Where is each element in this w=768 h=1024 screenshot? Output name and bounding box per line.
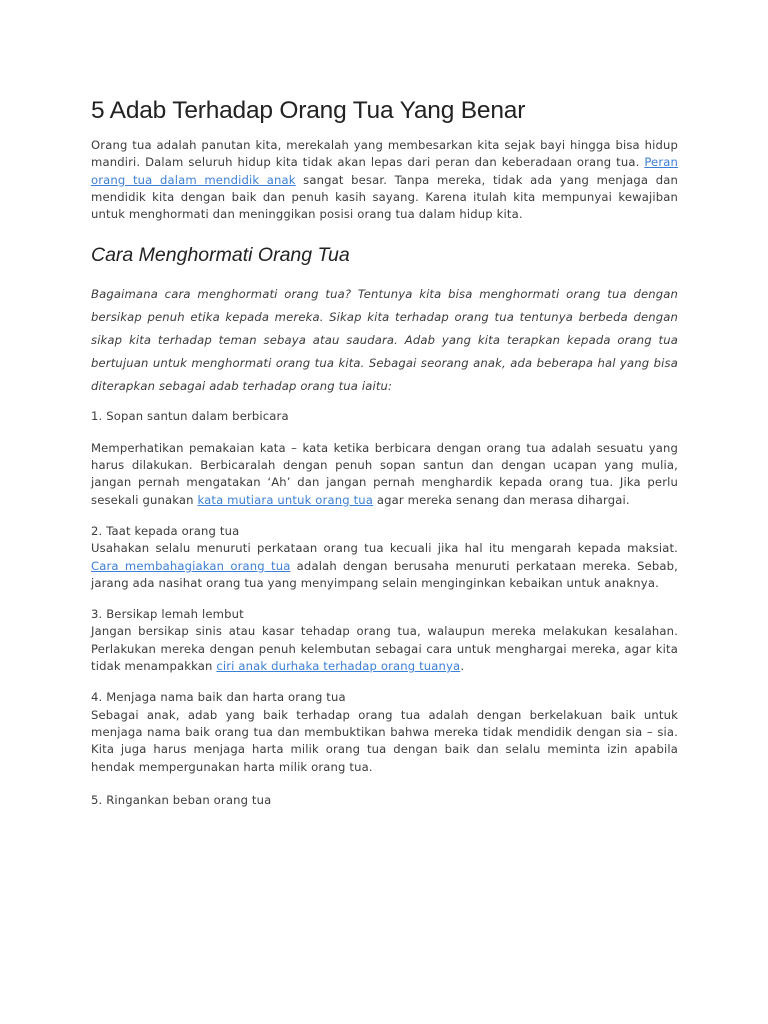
section-text-after: .	[460, 659, 465, 674]
section-paragraph	[91, 540, 678, 592]
intro-paragraph	[91, 137, 678, 223]
section-link[interactable]: kata mutiara untuk orang tua	[197, 492, 374, 507]
page-title: 5 Adab Terhadap Orang Tua Yang Benar	[91, 97, 526, 124]
intro-text-after: sangat besar. Tanpa mereka, tidak ada yang menjaga dan mendidik kita dengan baik dan penuh kasih sayang. Karena itulah kita mempunyai kewajiban untuk menghormati dan meninggikan posisi orang tua dalam hidup kita.	[91, 172, 678, 222]
section-text-before: Jangan bersikap sinis atau kasar tehadap orang tua, walaupun mereka melakukan kesalahan. Perlakukan mereka dengan penuh kelembutan sebagai cara untuk menghargai mereka, agar kita tidak menampakkan	[91, 624, 678, 674]
section-paragraph: Sebagai anak, adab yang baik terhadap orang tua adalah dengan berkelakuan baik untuk menjaga nama baik orang tua dan membuktikan bahwa mereka tidak mendidik dengan sia – sia. Kita juga harus menjaga harta milik orang tua dengan baik dan selalu meminta izin apabila hendak mempergunakan harta milik orang tua.	[91, 707, 678, 774]
intro-link[interactable]: Peran orang tua dalam mendidik anak	[91, 155, 678, 187]
section-text-after: adalah dengan berusaha menuruti perkataan mereka. Sebab, jarang ada nasihat orang tua yang menyimpang selain menginginkan kebaikan untuk anaknya.	[91, 558, 678, 590]
section-paragraph	[91, 440, 678, 509]
section-paragraph	[91, 623, 678, 675]
section-link[interactable]: Cara membahagiakan orang tua	[91, 558, 291, 573]
section-text-after: agar mereka senang dan merasa dihargai.	[373, 492, 630, 507]
article	[91, 95, 678, 809]
section-5	[91, 792, 678, 809]
section-title: Cara Menghormati Orang Tua	[91, 244, 350, 267]
section-text-before: Memperhatikan pemakaian kata – kata ketika berbicara dengan orang tua adalah sesuatu yang harus dilakukan. Berbicaralah dengan penuh sopan santun dan dengan ucapan yang mulia, jangan pernah mengatakan ‘Ah’ dan jangan pernah menghardik kepada orang tua. Jika perlu sesekali gunakan	[91, 440, 678, 507]
section-4	[91, 689, 678, 775]
section-link[interactable]: ciri anak durhaka terhadap orang tuanya	[216, 659, 461, 674]
section-text-before: Usahakan selalu menuruti perkataan orang tua kecuali jika hal itu mengarah kepada maksiat.	[91, 541, 678, 556]
section-3	[91, 606, 678, 675]
section-1	[91, 408, 678, 508]
section-2	[91, 523, 678, 592]
section-heading: 2. Taat kepada orang tua	[91, 523, 240, 538]
section-heading: 3. Bersikap lemah lembut	[91, 607, 244, 622]
lead-paragraph: Bagaimana cara menghormati orang tua? Tentunya kita bisa menghormati orang tua dengan bersikap penuh etika kepada mereka. Sikap kita terhadap orang tua tentunya berbeda dengan sikap kita terhadap teman sebaya atau saudara. Adab yang kita terapkan kepada orang tua bertujuan untuk menghormati orang tua kita. Sebagai seorang anak, ada beberapa hal yang bisa diterapkan sebagai adab terhadap orang tua iaitu:	[91, 287, 678, 394]
intro-text-before: Orang tua adalah panutan kita, merekalah yang membesarkan kita sejak bayi hingga bisa hidup mandiri. Dalam seluruh hidup kita tidak akan lepas dari peran dan keberadaan orang tua.	[91, 138, 678, 170]
section-heading: 4. Menjaga nama baik dan harta orang tua	[91, 690, 346, 705]
section-heading: 5. Ringankan beban orang tua	[91, 792, 272, 807]
section-heading: 1. Sopan santun dalam berbicara	[91, 409, 289, 424]
